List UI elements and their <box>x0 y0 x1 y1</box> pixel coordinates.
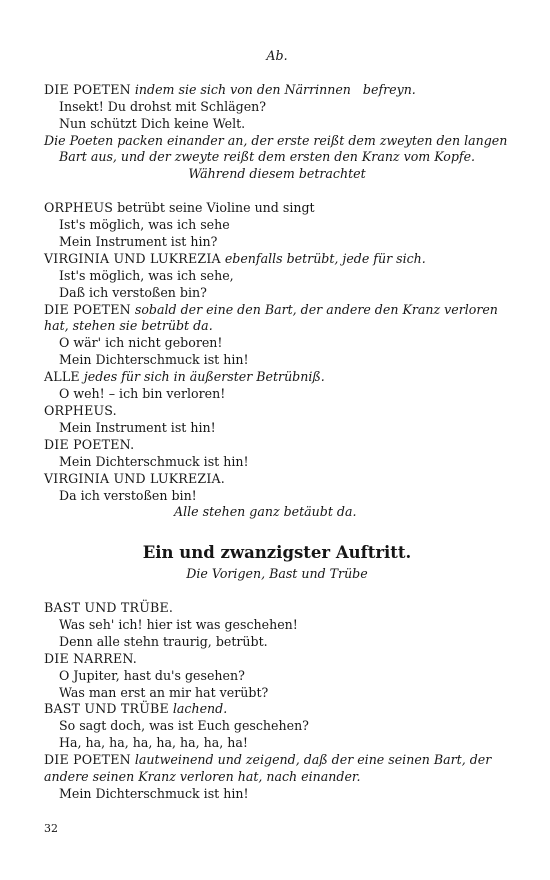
scene-cast: Die Vorigen, Bast und Trübe <box>186 566 368 582</box>
scene-title: Ein und zwanzigster Auftritt. <box>142 543 412 563</box>
speaker-name: DIE POETEN. <box>44 436 135 452</box>
speaker-name: ORPHEUS. <box>44 403 117 418</box>
stage-direction: Die Poeten packen einander an, der erste reißt dem zweyten den langen <box>44 132 508 148</box>
verse-line: Mein Instrument ist hin? <box>59 233 218 249</box>
stage-direction: Bart aus, und der zweyte reißt dem ersten den Kranz vom Kopfe. <box>59 149 476 165</box>
stage-direction: jedes für sich in äußerster Betrübniß. <box>83 369 325 385</box>
verse-line: Insekt! Du drohst mit Schlägen? <box>59 98 267 114</box>
speaker-name: DIE POETEN <box>44 752 131 768</box>
stage-direction: indem sie sich von den Närrinnen befreyn. <box>134 81 416 97</box>
stage-direction-exit: Ab. <box>266 48 288 63</box>
stage-direction: betrübt seine Violine und singt <box>117 200 315 216</box>
stage-direction: sobald der eine den Bart, der andere den Kranz verloren <box>134 301 498 317</box>
stage-direction: lachend. <box>172 701 228 717</box>
verse-line: Was seh' ich! hier ist was geschehen! <box>59 616 298 632</box>
speaker-line <box>44 752 510 769</box>
verse-line: Ist's möglich, was ich sehe <box>59 217 230 233</box>
verse-line: Nun schützt Dich keine Welt. <box>59 115 246 131</box>
verse-line: Mein Dichterschmuck ist hin! <box>59 453 249 469</box>
stage-direction: lautweinend und zeigend, daß der eine seinen Bart, der <box>134 752 492 768</box>
verse-line: So sagt doch, was ist Euch geschehen? <box>59 718 309 734</box>
speaker-line <box>44 369 510 386</box>
verse-line: Daß ich verstoßen bin? <box>59 284 207 300</box>
speaker-line <box>44 251 510 268</box>
verse-line: O wär' ich nicht geboren! <box>59 335 223 351</box>
verse-line: Mein Dichterschmuck ist hin! <box>59 352 249 368</box>
page-number: 32 <box>44 822 58 835</box>
speaker-line <box>44 82 510 99</box>
page-body <box>44 48 510 803</box>
verse-line: Ha, ha, ha, ha, ha, ha, ha, ha! <box>59 735 248 751</box>
verse-line: O Jupiter, hast du's gesehen? <box>59 667 245 683</box>
verse-line: Mein Instrument ist hin! <box>59 419 216 435</box>
verse-line: Da ich verstoßen bin! <box>59 487 197 503</box>
speaker-name: VIRGINIA UND LUKREZIA. <box>44 470 226 486</box>
verse-line: Denn alle stehn traurig, betrübt. <box>59 633 268 649</box>
speaker-name: BAST UND TRÜBE <box>44 701 169 717</box>
speaker-line <box>44 200 510 217</box>
verse-line: Ist's möglich, was ich sehe, <box>59 267 234 283</box>
speaker-name: DIE POETEN <box>44 81 131 97</box>
verse-line: O weh! – ich bin verloren! <box>59 386 226 402</box>
verse-line: Mein Dichterschmuck ist hin! <box>59 786 249 801</box>
stage-direction: Während diesem betrachtet <box>188 166 366 182</box>
speaker-name: DIE POETEN <box>44 301 131 317</box>
speaker-name: ORPHEUS <box>44 200 114 216</box>
speaker-name: BAST UND TRÜBE. <box>44 600 174 616</box>
stage-direction: Alle stehen ganz betäubt da. <box>174 504 357 520</box>
speaker-name: VIRGINIA UND LUKREZIA <box>44 250 221 266</box>
stage-direction: andere seinen Kranz verloren hat, nach einander. <box>44 769 361 785</box>
verse-line: Was man erst an mir hat verübt? <box>59 684 269 700</box>
speaker-line <box>44 302 510 319</box>
stage-direction: hat, stehen sie betrübt da. <box>44 318 213 334</box>
stage-direction: ebenfalls betrübt, jede für sich. <box>224 250 426 266</box>
speaker-name: ALLE <box>44 369 80 385</box>
speaker-line <box>44 701 510 718</box>
speaker-name: DIE NARREN. <box>44 650 137 666</box>
